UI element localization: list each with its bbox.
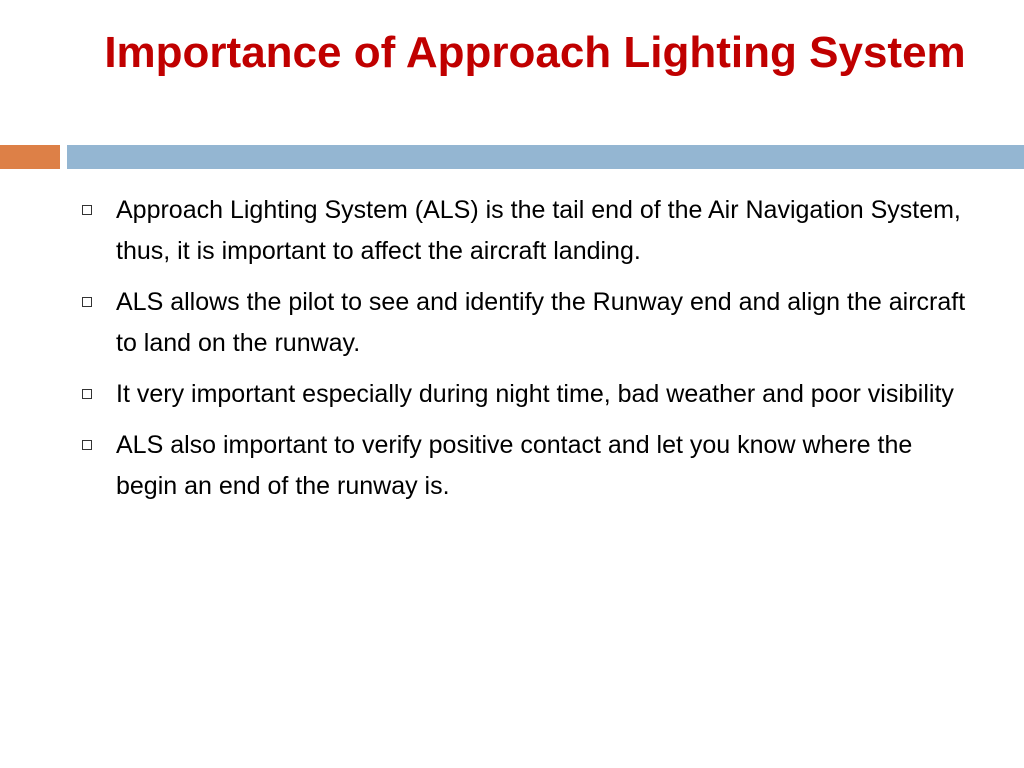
bullet-list — [80, 190, 980, 517]
bullet-text: It very important especially during night time, bad weather and poor visibility — [116, 380, 954, 408]
square-bullet-icon — [82, 440, 92, 450]
bullet-item — [80, 374, 980, 415]
bullet-text: ALS allows the pilot to see and identify the Runway end and align the aircraft to land on the runway. — [116, 288, 966, 357]
bullet-item — [80, 425, 980, 507]
square-bullet-icon — [82, 389, 92, 399]
slide-title: Importance of Approach Lighting System — [104, 28, 966, 77]
square-bullet-icon — [82, 205, 92, 215]
bullet-item — [80, 190, 980, 272]
title-rule-orange — [0, 145, 60, 169]
square-bullet-icon — [82, 297, 92, 307]
title-rule-blue — [67, 145, 1024, 169]
bullet-text: Approach Lighting System (ALS) is the tail end of the Air Navigation System, thus, it is important to affect the aircraft landing. — [116, 196, 961, 265]
bullet-item — [80, 282, 980, 364]
bullet-text: ALS also important to verify positive contact and let you know where the begin an end of the runway is. — [116, 431, 913, 500]
